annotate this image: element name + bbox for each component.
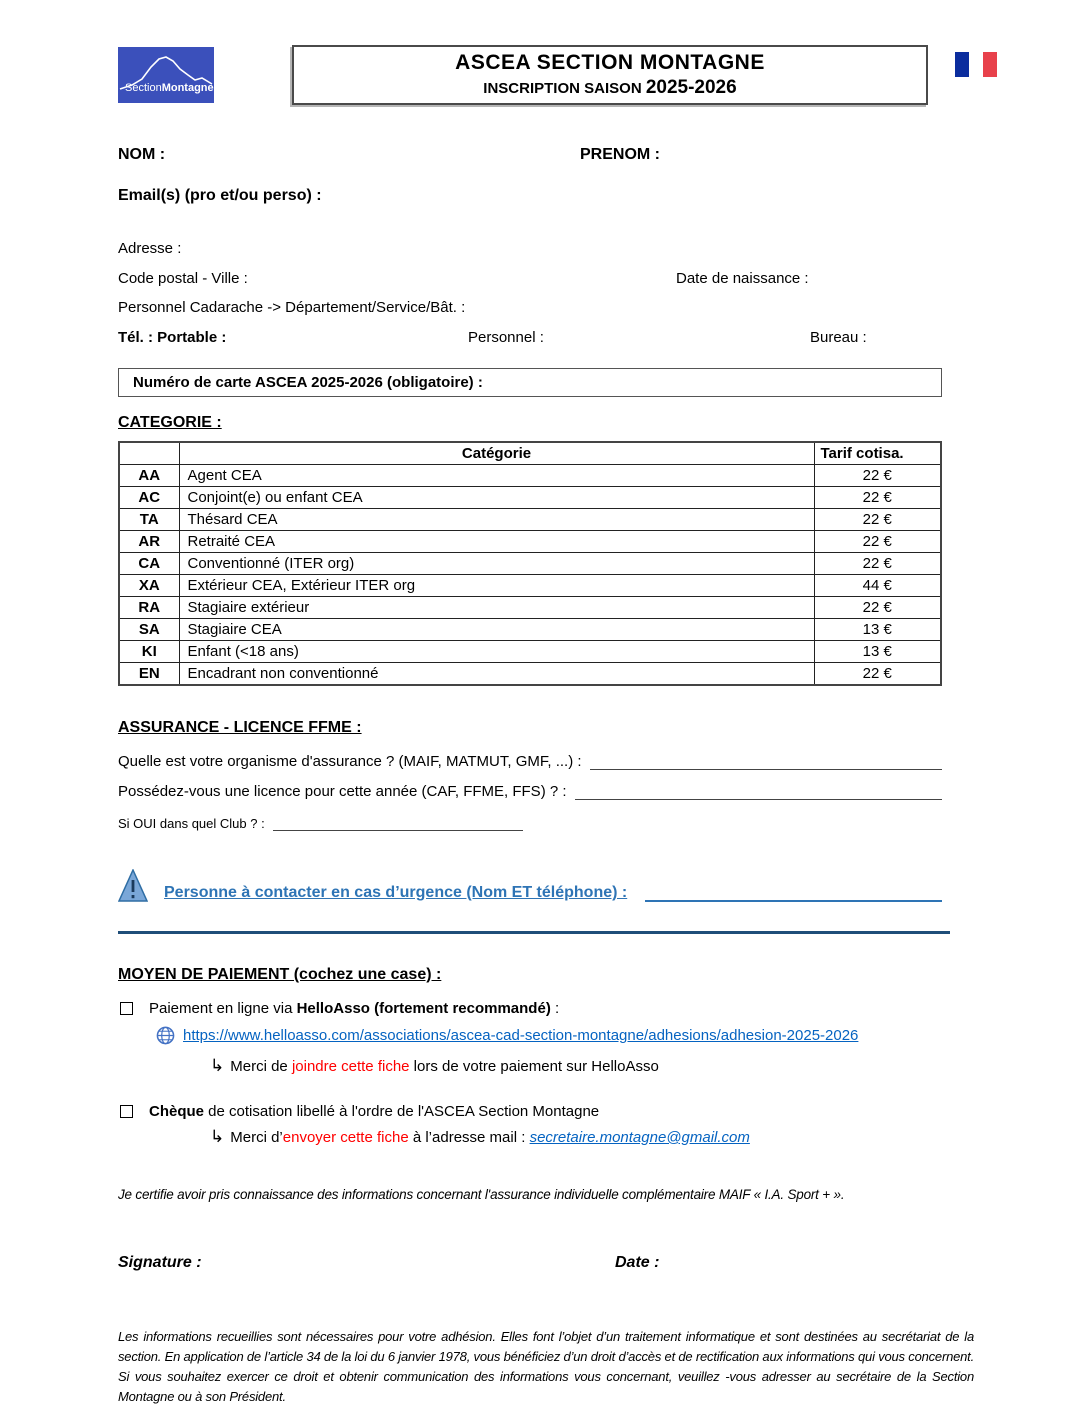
table-row: AC Conjoint(e) ou enfant CEA 22 € bbox=[119, 487, 941, 509]
paiement-heading: MOYEN DE PAIEMENT (cochez une case) : bbox=[118, 966, 442, 983]
table-row: TA Thésard CEA 22 € bbox=[119, 509, 941, 531]
table-row: XA Extérieur CEA, Extérieur ITER org 44 € bbox=[119, 575, 941, 597]
helloasso-checkbox[interactable] bbox=[120, 1002, 133, 1015]
tel-portable-label: Tél. : Portable : bbox=[118, 329, 227, 346]
card-number-label: Numéro de carte ASCEA 2025-2026 (obligatoire) : bbox=[133, 374, 483, 391]
section-montagne-logo bbox=[118, 47, 214, 103]
table-header-row bbox=[119, 442, 941, 465]
assurance-q1-label: Quelle est votre organisme d'assurance ? (MAIF, MATMUT, GMF, ...) : bbox=[118, 753, 582, 770]
paiement-option1-label: Paiement en ligne via HelloAsso (fortement recommandé) : bbox=[149, 1000, 560, 1017]
form-title-box bbox=[292, 45, 928, 105]
categorie-table bbox=[118, 441, 942, 686]
urgence-field[interactable] bbox=[645, 884, 942, 902]
cadarache-row bbox=[118, 298, 942, 317]
return-arrow-icon: ↳ bbox=[210, 1056, 225, 1075]
date-label: Date : bbox=[615, 1254, 660, 1271]
urgence-label: Personne à contacter en cas d’urgence (Nom ET téléphone) : bbox=[164, 884, 628, 901]
assurance-q3-label: Si OUI dans quel Club ? : bbox=[118, 816, 265, 831]
assurance-q2-field[interactable] bbox=[575, 783, 942, 800]
tel-bureau-label: Bureau : bbox=[810, 329, 867, 346]
helloasso-link-row bbox=[156, 1026, 942, 1045]
tel-row bbox=[118, 328, 942, 347]
mountain-ridge-icon bbox=[118, 47, 214, 103]
globe-icon bbox=[156, 1026, 175, 1045]
certification-text: Je certifie avoir pris connaissance des informations concernant l'assurance individuelle complémentaire MAIF « I.A. Sport + ». bbox=[118, 1187, 845, 1202]
table-row: SA Stagiaire CEA 13 € bbox=[119, 619, 941, 641]
table-row: CA Conventionné (ITER org) 22 € bbox=[119, 553, 941, 575]
table-row: KI Enfant (<18 ans) 13 € bbox=[119, 641, 941, 663]
assurance-q2-label: Possédez-vous une licence pour cette année (CAF, FFME, FFS) ? : bbox=[118, 783, 567, 800]
assurance-q3-field[interactable] bbox=[273, 814, 523, 831]
cadarache-label: Personnel Cadarache -> Département/Service/Bât. : bbox=[118, 299, 466, 316]
assurance-heading: ASSURANCE - LICENCE FFME : bbox=[118, 719, 362, 736]
paiement-option1-note: ↳ Merci de joindre cette fiche lors de votre paiement sur HelloAsso bbox=[210, 1056, 659, 1075]
paiement-option2-label: Chèque de cotisation libellé à l'ordre de l'ASCEA Section Montagne bbox=[149, 1103, 600, 1120]
table-row: EN Encadrant non conventionné 22 € bbox=[119, 663, 941, 686]
tel-personnel-label: Personnel : bbox=[468, 329, 544, 346]
paiement-option2-note: ↳ Merci d’envoyer cette fiche à l’adresse mail : secretaire.montagne@gmail.com bbox=[210, 1127, 750, 1146]
assurance-q1-row bbox=[118, 753, 942, 770]
return-arrow-icon: ↳ bbox=[210, 1127, 225, 1146]
prenom-label: PRENOM : bbox=[580, 146, 660, 163]
paiement-option2-row bbox=[118, 1103, 942, 1120]
card-number-field[interactable] bbox=[118, 368, 942, 397]
code-postal-label: Code postal - Ville : bbox=[118, 270, 248, 287]
assurance-q2-row bbox=[118, 783, 942, 800]
logo-wordmark: SectionMontagne bbox=[125, 82, 214, 94]
naissance-label: Date de naissance : bbox=[676, 270, 809, 287]
table-row: AR Retraité CEA 22 € bbox=[119, 531, 941, 553]
secretary-email-link[interactable]: secretaire.montagne@gmail.com bbox=[529, 1129, 750, 1146]
french-flag-icon bbox=[955, 52, 997, 77]
signature-label: Signature : bbox=[118, 1254, 202, 1271]
assurance-q1-field[interactable] bbox=[590, 753, 942, 770]
col-categorie: Catégorie bbox=[179, 442, 814, 465]
table-row: AA Agent CEA 22 € bbox=[119, 465, 941, 487]
legal-footer-text: Les informations recueillies sont nécessaires pour votre adhésion. Elles font l’objet d’un traitement informatique et sont destinées au secrétariat de la section. En application de l’article 34 de la loi du 6 janvier 1978, vous bénéficiez d’un droit d’accès et de rectification aux informations qui vous concernent. Si vous souhaitez exercer ce droit et obtenir communication des informations vous concernant, veuillez -vous adresser au secrétaire de la Section Montagne ou à son Président. bbox=[118, 1329, 974, 1404]
signature-row bbox=[118, 1254, 942, 1272]
urgence-continuation-line[interactable] bbox=[118, 931, 950, 934]
form-header bbox=[0, 0, 1088, 105]
cheque-checkbox[interactable] bbox=[120, 1105, 133, 1118]
email-label: Email(s) (pro et/ou perso) : bbox=[118, 187, 322, 204]
email-row bbox=[118, 186, 942, 205]
assurance-q3-row bbox=[118, 814, 942, 831]
categorie-heading: CATEGORIE : bbox=[118, 414, 222, 431]
form-title: ASCEA SECTION MONTAGNE bbox=[455, 51, 765, 74]
name-row bbox=[118, 145, 942, 164]
paiement-option1-row bbox=[118, 1000, 942, 1017]
nom-label: NOM : bbox=[118, 146, 166, 163]
form-subtitle: INSCRIPTION SAISON 2025-2026 bbox=[483, 77, 737, 98]
helloasso-link[interactable]: https://www.helloasso.com/associations/ascea-cad-section-montagne/adhesions/adhesion-2025-2026 bbox=[183, 1027, 859, 1044]
warning-icon bbox=[118, 869, 148, 902]
adresse-label: Adresse : bbox=[118, 240, 182, 257]
code-postal-row bbox=[118, 269, 942, 288]
adresse-row bbox=[118, 239, 942, 258]
table-row: RA Stagiaire extérieur 22 € bbox=[119, 597, 941, 619]
urgence-row bbox=[118, 869, 942, 902]
col-tarif: Tarif cotisa. bbox=[814, 442, 941, 465]
